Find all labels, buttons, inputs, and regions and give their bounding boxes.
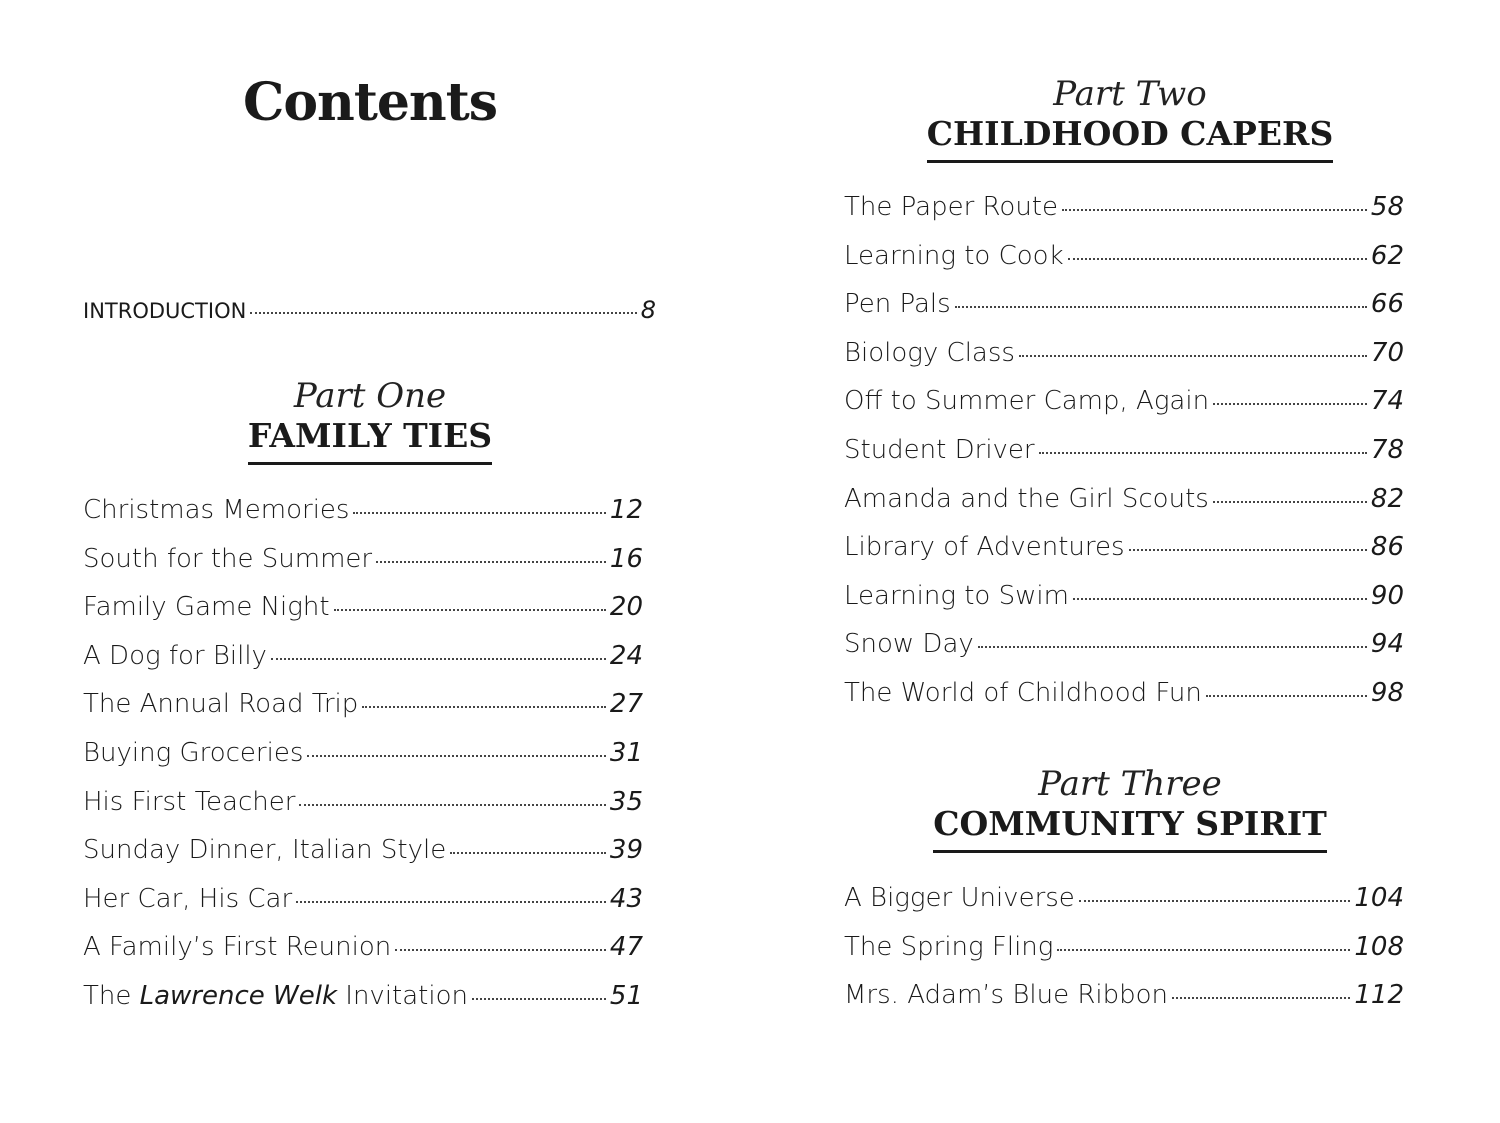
dot-leader <box>296 901 606 903</box>
toc-entry-title: Biology Class <box>844 337 1015 368</box>
toc-entry[interactable] <box>844 980 1404 1029</box>
dot-leader <box>1068 258 1367 260</box>
toc-entry[interactable] <box>844 435 1404 484</box>
toc-entry-page: 98 <box>1370 677 1404 708</box>
dot-leader <box>250 312 636 314</box>
toc-entry[interactable] <box>844 932 1404 981</box>
toc-entry-page: 94 <box>1370 629 1404 660</box>
dot-leader <box>353 512 605 514</box>
title-post: Invitation <box>337 980 468 1011</box>
toc-entry[interactable] <box>844 629 1404 678</box>
part-one-heading <box>0 376 740 465</box>
toc-entry-page: 8 <box>640 296 656 324</box>
toc-entry-page: 43 <box>609 883 643 914</box>
toc-entry[interactable] <box>83 981 643 1030</box>
toc-entry-title: The Paper Route <box>844 192 1058 222</box>
toc-entry-page: 47 <box>609 932 643 963</box>
toc-entry-title: His First Teacher <box>83 786 296 817</box>
toc-entry-title: Buying Groceries <box>83 737 304 768</box>
toc-entry-title: Family Game Night <box>83 592 330 623</box>
toc-entry-title: South for the Summer <box>83 543 373 574</box>
toc-entry[interactable] <box>844 386 1404 435</box>
part-three-toc <box>844 883 1404 1029</box>
dot-leader <box>395 949 606 951</box>
toc-entry[interactable] <box>844 581 1404 630</box>
title-pre: The <box>83 980 140 1011</box>
toc-entry[interactable] <box>844 289 1404 338</box>
title-italic: Lawrence Welk <box>139 980 338 1011</box>
toc-entry-page: 16 <box>609 543 643 574</box>
toc-entry-page: 104 <box>1354 883 1404 913</box>
toc-entry-title: The World of Childhood Fun <box>844 677 1202 708</box>
toc-entry-title: Off to Summer Camp, Again <box>844 386 1210 417</box>
toc-entry-title: Pen Pals <box>844 289 951 320</box>
dot-leader <box>1079 900 1351 902</box>
part-title: FAMILY TIES <box>248 416 492 465</box>
toc-entry-title: A Bigger Universe <box>844 883 1075 913</box>
toc-entry-title: Learning to Cook <box>844 240 1064 271</box>
part-two-heading <box>760 74 1500 163</box>
toc-entry-page: 12 <box>609 495 643 525</box>
part-two-toc <box>844 192 1404 727</box>
dot-leader <box>307 755 606 757</box>
dot-leader <box>1062 209 1367 211</box>
toc-entry-page: 74 <box>1370 386 1404 417</box>
toc-entry-page: 86 <box>1370 532 1404 563</box>
toc-entry[interactable] <box>83 932 643 981</box>
toc-entry-title: Library of Adventures <box>844 532 1125 563</box>
toc-entry[interactable] <box>83 835 643 884</box>
dot-leader <box>1073 598 1367 600</box>
page-title: Contents <box>242 72 498 133</box>
toc-entry[interactable] <box>844 532 1404 581</box>
dot-leader <box>1057 949 1350 951</box>
toc-entry[interactable] <box>844 241 1404 290</box>
part-title: CHILDHOOD CAPERS <box>927 114 1334 163</box>
toc-entry-page: 31 <box>609 737 643 768</box>
toc-entry-page: 66 <box>1370 289 1404 320</box>
toc-entry[interactable] <box>83 641 643 690</box>
toc-entry-title: INTRODUCTION <box>83 299 247 323</box>
toc-entry-title: The Spring Fling <box>844 931 1054 962</box>
toc-entry-title: Snow Day <box>844 629 974 660</box>
dot-leader <box>1039 452 1367 454</box>
dot-leader <box>271 658 606 660</box>
toc-entry[interactable] <box>83 592 643 641</box>
toc-entry-page: 27 <box>609 689 643 720</box>
dot-leader <box>472 998 606 1000</box>
part-title: COMMUNITY SPIRIT <box>933 804 1327 853</box>
toc-entry-page: 20 <box>609 592 643 623</box>
toc-entry-page: 62 <box>1370 240 1404 271</box>
toc-entry-title: Student Driver <box>844 434 1035 465</box>
toc-entry-title: A Family’s First Reunion <box>83 932 392 963</box>
toc-entry-title: Amanda and the Girl Scouts <box>844 483 1209 514</box>
toc-entry-title: The Annual Road Trip <box>83 689 359 720</box>
dot-leader <box>1129 549 1367 551</box>
toc-entry-page: 82 <box>1370 483 1404 514</box>
toc-entry-title: Christmas Memories <box>83 495 350 525</box>
toc-entry-title: A Dog for Billy <box>83 640 267 671</box>
toc-entry-title: Mrs. Adam’s Blue Ribbon <box>844 980 1169 1011</box>
toc-entry-page: 70 <box>1370 337 1404 368</box>
toc-entry-page: 112 <box>1354 980 1404 1011</box>
toc-entry[interactable] <box>844 338 1404 387</box>
toc-entry-page: 108 <box>1354 931 1404 962</box>
toc-entry-page: 39 <box>609 835 643 866</box>
dot-leader <box>1213 403 1367 405</box>
toc-entry[interactable] <box>83 738 643 787</box>
dot-leader <box>362 706 606 708</box>
toc-entry-page: 58 <box>1370 192 1404 222</box>
toc-entry-title: Her Car, His Car <box>83 883 293 914</box>
toc-entry[interactable] <box>844 678 1404 727</box>
part-one-toc <box>83 495 643 1030</box>
dot-leader <box>1172 997 1350 999</box>
toc-entry-page: 90 <box>1370 580 1404 611</box>
dot-leader <box>299 804 605 806</box>
part-label: Part One <box>293 376 447 416</box>
toc-entry[interactable] <box>83 544 643 593</box>
toc-entry[interactable] <box>83 689 643 738</box>
toc-entry-page: 35 <box>609 786 643 817</box>
part-label: Part Two <box>1053 74 1207 114</box>
toc-entry[interactable] <box>83 884 643 933</box>
part-label: Part Three <box>1038 764 1222 804</box>
toc-entry-title: Learning to Swim <box>844 580 1069 611</box>
toc-entry[interactable] <box>844 484 1404 533</box>
toc-entry-page: 51 <box>609 980 643 1011</box>
toc-entry-introduction[interactable] <box>83 296 656 324</box>
part-three-heading <box>760 764 1500 853</box>
toc-entry[interactable] <box>844 883 1404 932</box>
dot-leader <box>334 609 606 611</box>
dot-leader <box>376 561 606 563</box>
toc-entry-page: 78 <box>1370 434 1404 465</box>
toc-entry-page: 24 <box>609 640 643 671</box>
dot-leader <box>978 646 1367 648</box>
toc-entry-title <box>83 981 468 1011</box>
dot-leader <box>450 852 606 854</box>
toc-entry-title: Sunday Dinner, Italian Style <box>83 835 447 866</box>
toc-entry[interactable] <box>844 192 1404 241</box>
toc-entry[interactable] <box>83 495 643 544</box>
dot-leader <box>955 306 1367 308</box>
dot-leader <box>1019 355 1367 357</box>
dot-leader <box>1206 695 1367 697</box>
dot-leader <box>1213 501 1367 503</box>
toc-entry[interactable] <box>83 787 643 836</box>
